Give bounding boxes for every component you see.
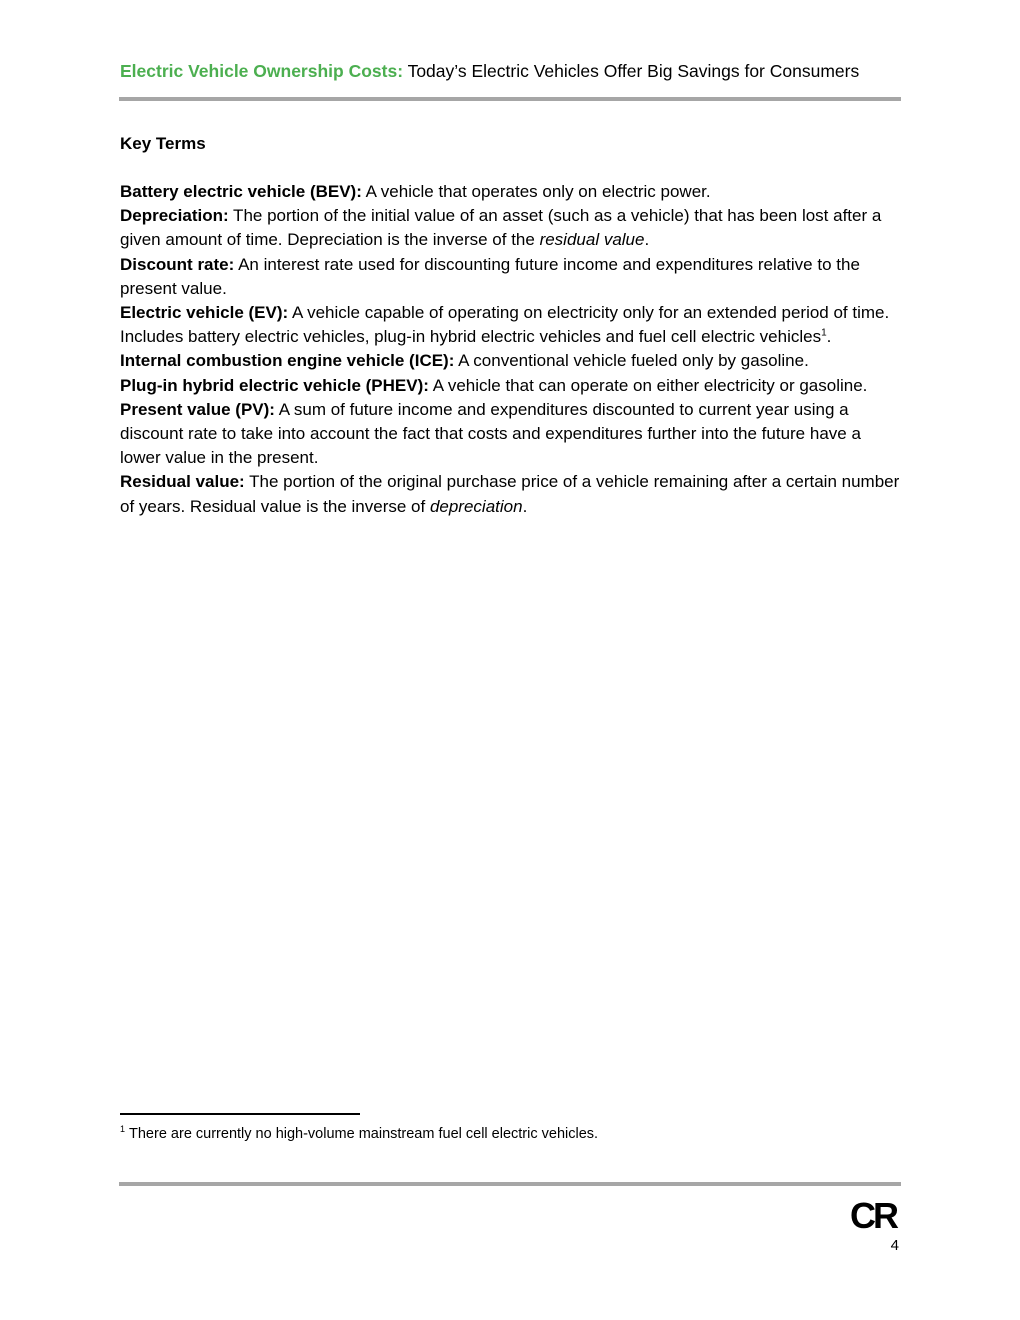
term-bev	[120, 180, 901, 204]
footnote-reference[interactable]: 1	[821, 327, 827, 339]
term-ice	[120, 349, 901, 373]
term-tail: .	[522, 496, 528, 516]
term-phev	[120, 374, 901, 398]
term-definition: A vehicle that operates only on electric power.	[361, 182, 711, 201]
term-definition: An interest rate used for discounting future income and expenditures relative to the present value.	[120, 254, 860, 298]
term-tail: .	[826, 327, 832, 347]
term-depreciation	[120, 204, 901, 252]
term-present-value	[120, 398, 901, 471]
footnote-divider	[120, 1113, 360, 1115]
term-name: Present value (PV):	[120, 399, 275, 419]
key-terms-list	[120, 180, 901, 519]
term-name: Electric vehicle (EV):	[120, 303, 289, 323]
term-tail: .	[644, 230, 650, 250]
term-name: Battery electric vehicle (BEV):	[120, 182, 362, 201]
cr-logo-icon	[845, 1197, 901, 1233]
header-accent-title: Electric Vehicle Ownership Costs:	[120, 61, 404, 81]
term-definition: A conventional vehicle fueled only by gasoline.	[454, 351, 809, 371]
header-divider	[119, 97, 901, 101]
cr-logo-text: CR	[850, 1197, 896, 1233]
term-definition: A sum of future income and expenditures discounted to current year using a discount rate to take into account the fact that costs and expenditures further into the future have a lower value in the present.	[120, 399, 861, 468]
term-italic-reference: depreciation	[429, 496, 523, 516]
term-definition: The portion of the original purchase price of a vehicle remaining after a certain number of years. Residual value is the inverse of	[120, 472, 900, 516]
term-name: Plug-in hybrid electric vehicle (PHEV):	[120, 375, 429, 395]
term-italic-reference: residual value	[539, 230, 645, 250]
term-name: Depreciation:	[120, 206, 229, 226]
term-definition: A vehicle that can operate on either electricity or gasoline.	[428, 375, 868, 395]
term-discount-rate	[120, 253, 901, 301]
term-name: Discount rate:	[120, 254, 235, 274]
footer-divider	[119, 1182, 901, 1186]
footnote	[120, 1124, 598, 1144]
term-residual-value	[120, 470, 901, 518]
term-name: Internal combustion engine vehicle (ICE):	[120, 351, 455, 371]
header-title: Today’s Electric Vehicles Offer Big Savings for Consumers	[403, 61, 860, 81]
section-title: Key Terms	[120, 134, 206, 153]
term-name: Residual value:	[120, 472, 245, 492]
page-header	[120, 60, 901, 82]
term-definition: The portion of the initial value of an asset (such as a vehicle) that has been lost after a given amount of time. Depreciation is the inverse of the	[120, 206, 882, 250]
footnote-marker: 1	[120, 1124, 126, 1135]
footnote-text: There are currently no high-volume mainstream fuel cell electric vehicles.	[129, 1126, 599, 1142]
term-ev	[120, 301, 901, 349]
page-number: 4	[890, 1237, 899, 1254]
term-definition: A vehicle capable of operating on electricity only for an extended period of time. Includes battery electric vehicles, plug-in hybrid electric vehicles and fuel cell electric vehicles	[120, 303, 890, 347]
